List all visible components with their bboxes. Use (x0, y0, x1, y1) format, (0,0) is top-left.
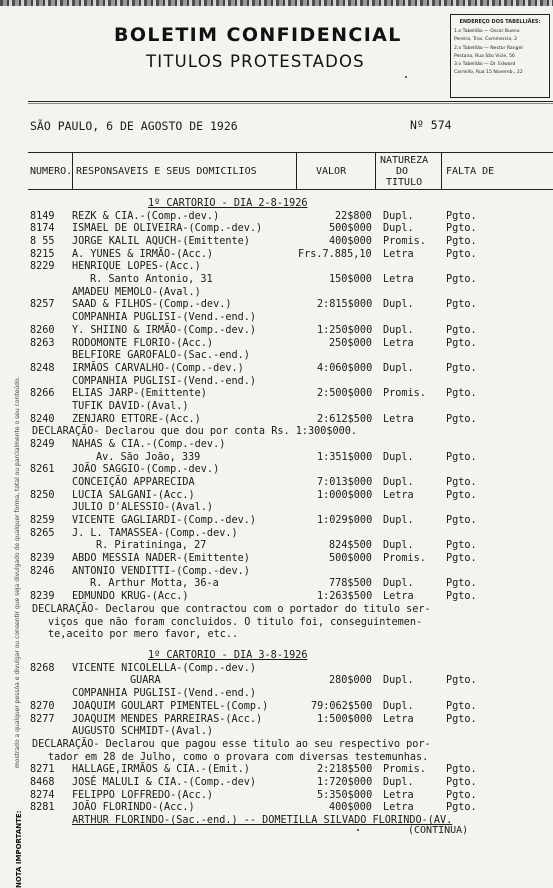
entry-name: R. Piratininga, 27 (96, 540, 206, 552)
entry-falta: Pgto. (446, 764, 477, 776)
entry-number: 8229 (30, 261, 55, 273)
entry-natureza: Dupl. (383, 515, 414, 527)
entry-natureza: Letra (383, 274, 414, 286)
entry-name: VICENTE NICOLELLA-(Comp.-dev.) (72, 663, 256, 675)
entry-number: 8259 (30, 515, 55, 527)
entry-falta: Pgto. (446, 777, 477, 789)
entry-natureza: Dupl. (383, 477, 414, 489)
entry-natureza: Letra (383, 338, 414, 350)
entry-falta: Pgto. (446, 714, 477, 726)
entry-name: Av. São João, 339 (96, 452, 200, 464)
entry-name: JOÃO SAGGIO-(Comp.-dev.) (72, 464, 219, 476)
entry-name: COMPANHIA PUGLISI-(Vend.-end.) (72, 376, 256, 388)
entry-name: Y. SHIINO & IRMÃO-(Comp.-dev.) (72, 325, 256, 337)
entry-number: 8215 (30, 249, 55, 261)
entry-falta: Pgto. (446, 790, 477, 802)
entry-name: ZENJARO ETTORE-(Acc.) (72, 414, 201, 426)
entry-falta: Pgto. (446, 802, 477, 814)
entry-number: 8249 (30, 439, 55, 451)
entry-natureza: Letra (383, 714, 414, 726)
entry-name: SAAD & FILHOS-(Comp.-dev.) (72, 299, 231, 311)
entry-name: NAHAS & CIA.-(Comp.-dev.) (72, 439, 225, 451)
entry-natureza: Dupl. (383, 701, 414, 713)
entry-falta: Pgto. (446, 414, 477, 426)
col-header-natureza: NATUREZA (380, 155, 428, 166)
address-line: 3.o Tabellião — Dr. Edward (454, 61, 546, 69)
entry-valor: 2:218$500 (317, 764, 372, 776)
entry-name: LUCIA SALGANI-(Acc.) (72, 490, 195, 502)
entry-number: 8268 (30, 663, 55, 675)
table-top-rule (28, 152, 553, 153)
bulletin-title: BOLETIM CONFIDENCIAL (114, 24, 402, 46)
entry-falta: Pgto. (446, 540, 477, 552)
col-header-valor: VALOR (316, 166, 346, 177)
entry-number: 8250 (30, 490, 55, 502)
entry-number: 8 55 (30, 236, 55, 248)
entry-natureza: Dupl. (383, 299, 414, 311)
side-note-text: mostrado a qualquer pessôa e divulgar ou consentir que seja divulgado de qualquer forma, total ou parcialmente o seu conteúdo. (14, 377, 21, 768)
entry-number: 8239 (30, 553, 55, 565)
entry-name: R. Santo Antonio, 31 (90, 274, 213, 286)
entry-falta: Pgto. (446, 325, 477, 337)
entry-natureza: Letra (383, 249, 414, 261)
entry-natureza: Dupl. (383, 325, 414, 337)
entry-natureza: Letra (383, 591, 414, 603)
entry-valor: 280$000 (329, 675, 372, 687)
entry-valor: 7:013$000 (317, 477, 372, 489)
address-line: Carmillo, Rua 15 Novemb., 22 (454, 69, 546, 77)
declaration-text: viços que não foram concluidos. O titulo foi, conseguintemen- (48, 617, 422, 629)
entry-number: 8174 (30, 223, 55, 235)
entry-falta: Pgto. (446, 477, 477, 489)
entry-valor: 250$000 (329, 338, 372, 350)
declaration-text: te,aceito por mero favor, etc.. (48, 629, 238, 641)
entry-falta: Pgto. (446, 553, 477, 565)
entry-number: 8261 (30, 464, 55, 476)
entry-number: 8246 (30, 566, 55, 578)
entry-falta: Pgto. (446, 515, 477, 527)
header-rule (28, 101, 553, 102)
entry-name: COMPANHIA PUGLISI-(Vend.-end.) (72, 312, 256, 324)
entry-valor: 5:350$000 (317, 790, 372, 802)
entry-name: JOAQUIM MENDES PARREIRAS-(Acc.) (72, 714, 262, 726)
entry-falta: Pgto. (446, 223, 477, 235)
entry-name: J. L. TAMASSEA-(Comp.-dev.) (72, 528, 238, 540)
entry-natureza: Dupl. (383, 452, 414, 464)
declaration-text: DECLARAÇÃO- Declarou que contractou com o portador do titulo ser- (32, 604, 431, 616)
entry-name: ABDO MESSIA NADER-(Emittente) (72, 553, 250, 565)
entry-natureza: Dupl. (383, 540, 414, 552)
entry-valor: 79:062$500 (311, 701, 372, 713)
entry-name: AMADEU MEMOLO-(Aval.) (72, 287, 201, 299)
entry-falta: Pgto. (446, 701, 477, 713)
entry-name: JOSÉ MALULI & CIA.-(Comp.-dev) (72, 777, 256, 789)
entry-name: COMPANHIA PUGLISI-(Vend.-end.) (72, 688, 256, 700)
declaration-text: DECLARAÇÃO- Declarou que dou por conta Rs. 1:300$000. (32, 426, 357, 438)
entry-falta: Pgto. (446, 211, 477, 223)
entry-natureza: Dupl. (383, 578, 414, 590)
entry-valor: 1:029$000 (317, 515, 372, 527)
address-heading: ENDEREÇO DOS TABELLIÃES: (454, 18, 546, 26)
entry-name: EDMUNDO KRUG-(Acc.) (72, 591, 189, 603)
entry-name: FELIPPO LOFFREDO-(Acc.) (72, 790, 213, 802)
entry-falta: Pgto. (446, 675, 477, 687)
entry-natureza: Letra (383, 790, 414, 802)
entry-number: 8281 (30, 802, 55, 814)
entry-text: ARTHUR FLORINDO-(Sac.-end.) -- DOMETILLA SILVADO FLORINDO-(AV. (72, 815, 452, 827)
notary-address-box (450, 14, 550, 98)
entry-falta: Pgto. (446, 338, 477, 350)
entry-number: 8266 (30, 388, 55, 400)
entry-name: RODOMONTE FLORIO-(Acc.) (72, 338, 213, 350)
place-date: SÃO PAULO, 6 DE AGOSTO DE 1926 (30, 120, 238, 132)
entry-natureza: Letra (383, 802, 414, 814)
header-rule-2 (28, 103, 553, 104)
col-header-natureza: TITULO (386, 177, 422, 188)
entry-valor: 2:815$000 (317, 299, 372, 311)
entry-natureza: Promis. (383, 236, 426, 248)
entry-number: 8277 (30, 714, 55, 726)
entry-number: 8260 (30, 325, 55, 337)
entry-name: R. Arthur Motta, 36-a (90, 578, 219, 590)
entry-natureza: Letra (383, 490, 414, 502)
entry-name: JOÃO FLORINDO-(Acc.) (72, 802, 195, 814)
col-divider (296, 152, 297, 189)
entry-valor: 150$000 (329, 274, 372, 286)
address-line: Pestana, Rua São Vicle, 56 (454, 53, 546, 61)
entry-name: GUARA (130, 675, 161, 687)
entry-number: 8149 (30, 211, 55, 223)
entry-valor: 1:263$500 (317, 591, 372, 603)
entry-falta: Pgto. (446, 249, 477, 261)
entry-name: VICENTE GAGLIARDI-(Comp.-dev.) (72, 515, 256, 527)
entry-natureza: Dupl. (383, 211, 414, 223)
entry-falta: Pgto. (446, 578, 477, 590)
entry-name: BELFIORE GAROFALO-(Sac.-end.) (72, 350, 250, 362)
entry-name: TUFIK DAVID-(Aval.) (72, 401, 189, 413)
entry-valor: 2:500$000 (317, 388, 372, 400)
declaration-text: DECLARAÇÃO- Declarou que pagou esse titulo ao seu respectivo por- (32, 739, 431, 751)
entry-name: JORGE KALIL AQUCH-(Emittente) (72, 236, 250, 248)
entry-number: 8248 (30, 363, 55, 375)
entry-name: IRMÃOS CARVALHO-(Comp.-dev.) (72, 363, 244, 375)
address-line: 2.o Tabellião — Nestor Rangel (454, 45, 546, 53)
address-line: 1.o Tabellião — Oscar Bueno (454, 28, 546, 36)
entry-name: ISMAEL DE OLIVEIRA-(Comp.-dev.) (72, 223, 262, 235)
bulletin-subtitle: TITULOS PROTESTADOS (146, 52, 365, 71)
entry-number: 8271 (30, 764, 55, 776)
col-header-numero: NUMERO. (30, 166, 72, 177)
entry-number: 8257 (30, 299, 55, 311)
address-line: Pereira, Trav. Commercio, 2 (454, 36, 546, 44)
entry-name: A. YUNES & IRMÃO-(Acc.) (72, 249, 213, 261)
continues-label: (CONTINUA) (408, 825, 468, 837)
col-header-falta: FALTA DE (446, 166, 494, 177)
entry-name: JULIO D'ALESSIO-(Aval.) (72, 502, 213, 514)
section-title: 1º CARTORIO - DIA 2-8-1926 (148, 198, 307, 210)
entry-valor: 400$000 (329, 236, 372, 248)
entry-valor: 1:720$000 (317, 777, 372, 789)
entry-falta: Pgto. (446, 274, 477, 286)
entry-name: AUGUSTO SCHMIDT-(Aval.) (72, 726, 213, 738)
side-note-label: NOTA IMPORTANTE: (15, 811, 23, 888)
entry-valor: 1:500$000 (317, 714, 372, 726)
declaration-text: tador em 28 de Julho, como o provara com diversas testemunhas. (48, 752, 428, 764)
entry-falta: Pgto. (446, 452, 477, 464)
entry-name: REZK & CIA.-(Comp.-dev.) (72, 211, 219, 223)
entry-falta: Pgto. (446, 388, 477, 400)
entry-valor: 22$800 (335, 211, 372, 223)
entry-name: JOAQUIM GOULART PIMENTEL-(Comp.) (72, 701, 268, 713)
entry-valor: 1:250$000 (317, 325, 372, 337)
entry-natureza: Dupl. (383, 363, 414, 375)
entry-name: ANTONIO VENDITTI-(Comp.-dev.) (72, 566, 250, 578)
entry-natureza: Letra (383, 414, 414, 426)
scan-speck (357, 829, 359, 831)
side-note (4, 128, 14, 778)
col-header-responsaveis: RESPONSAVEIS E SEUS DOMICILIOS (76, 166, 257, 177)
entry-name: HENRIQUE LOPES-(Acc.) (72, 261, 201, 273)
entry-natureza: Promis. (383, 388, 426, 400)
entry-valor: 4:060$000 (317, 363, 372, 375)
entry-valor: 500$000 (329, 223, 372, 235)
entry-valor: 500$000 (329, 553, 372, 565)
entry-natureza: Dupl. (383, 777, 414, 789)
entry-natureza: Dupl. (383, 223, 414, 235)
table-head-rule (28, 189, 553, 190)
entry-valor: 1:351$000 (317, 452, 372, 464)
entry-number: 8468 (30, 777, 55, 789)
section-title: 1º CARTORIO - DIA 3-8-1926 (148, 650, 307, 662)
entry-number: 8240 (30, 414, 55, 426)
entry-valor: 1:000$000 (317, 490, 372, 502)
entry-valor: 778$500 (329, 578, 372, 590)
entry-valor: 400$000 (329, 802, 372, 814)
entry-natureza: Promis. (383, 764, 426, 776)
entry-valor: 824$500 (329, 540, 372, 552)
col-divider (441, 152, 442, 189)
entry-natureza: Promis. (383, 553, 426, 565)
entry-name: HALLAGE,IRMÃOS & CIA.-(Emit.) (72, 764, 250, 776)
col-divider (375, 152, 376, 189)
scan-speck (405, 76, 407, 78)
entry-natureza: Dupl. (383, 675, 414, 687)
entry-number: 8239 (30, 591, 55, 603)
col-header-natureza: DO (396, 166, 408, 177)
entry-falta: Pgto. (446, 236, 477, 248)
bulletin-number: Nº 574 (410, 119, 452, 131)
entry-number: 8263 (30, 338, 55, 350)
entry-number: 8274 (30, 790, 55, 802)
entry-name: CONCEIÇÃO APPARECIDA (72, 477, 195, 489)
entry-valor: 2:612$500 (317, 414, 372, 426)
entry-number: 8270 (30, 701, 55, 713)
entry-falta: Pgto. (446, 363, 477, 375)
entry-name: ELIAS JARP-(Emittente) (72, 388, 207, 400)
entry-valor: Frs.7.885,10 (298, 249, 372, 261)
entry-number: 8265 (30, 528, 55, 540)
scan-edge (0, 0, 553, 6)
entry-falta: Pgto. (446, 490, 477, 502)
entry-falta: Pgto. (446, 299, 477, 311)
entry-falta: Pgto. (446, 591, 477, 603)
